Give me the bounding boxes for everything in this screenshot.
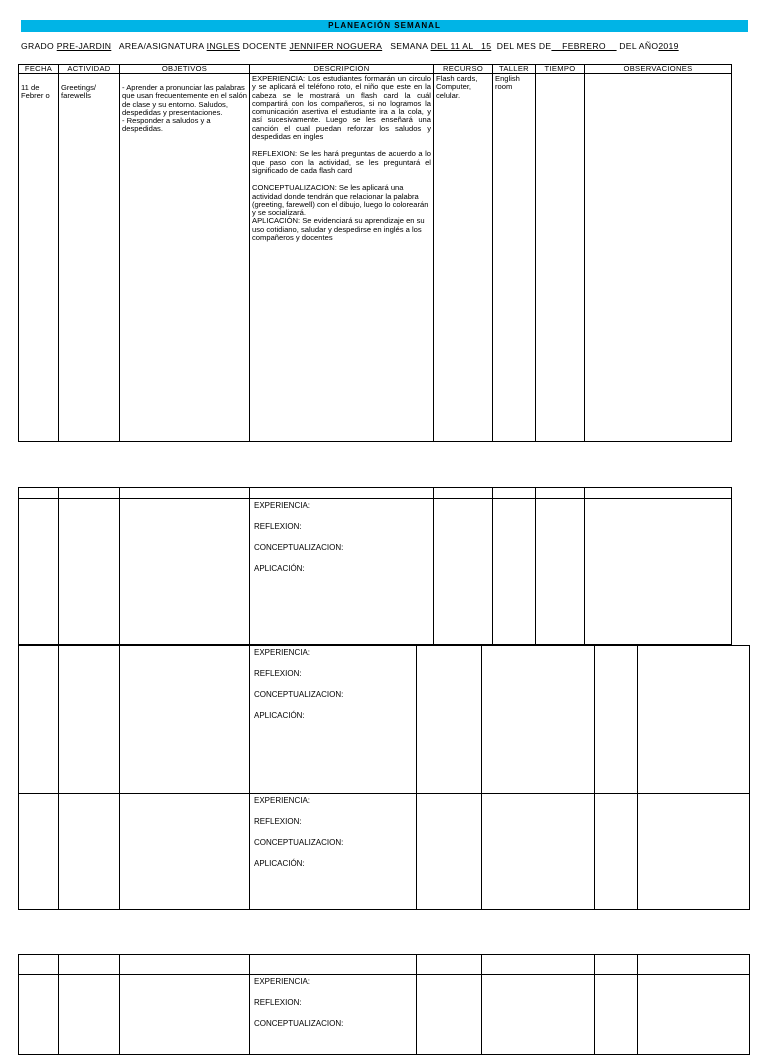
header-objetivos: OBJETIVOS [120,65,250,74]
experiencia-text: EXPERIENCIA: Los estudiantes formarán un circulo y se aplicará el teléfono roto, el niño que este en la cabeza se le mostrará un flash card la cuál compartirá con los compañeros, si no logramos la comunicación asertiva el estudiante ira a la cola, y así sucesivamente. Luego se les enseñará una canción el cual puedan reforzar los saludos y despedidas en ingles [252,74,431,142]
anio-label: DEL AÑO [619,41,659,51]
table-row [19,975,750,1055]
mes-value: FEBRERO [551,41,617,51]
fecha-cell [19,74,59,442]
reflexion-text: REFLEXION: Se les hará preguntas de acuerdo a lo que paso con la actividad, se les preguntará el significado de cada flash card [252,149,431,175]
observaciones-cell [585,74,732,442]
phase-reflexion: REFLEXION: [254,522,302,531]
header-recurso: RECURSO [434,65,493,74]
phase-conceptualizacion: CONCEPTUALIZACION: [254,838,344,847]
conceptualizacion-text: CONCEPTUALIZACION: Se les aplicará una actividad donde tendrán que relacionar la palabra (greeting, farewell) con el dibujo, luego lo colorearán y se socializará. [252,183,429,218]
header-tiempo: TIEMPO [536,65,585,74]
semana-value: DEL 11 AL 15 [430,41,492,51]
actividad-text: Greetings/ farewells [61,83,97,101]
table-header-row [19,955,750,975]
fecha-text: 11 de Febrer o [21,83,50,101]
phase-experiencia: EXPERIENCIA: [254,796,311,805]
taller-text: English room [495,74,520,92]
aplicacion-text: APLICACIÓN: Se evidenciará su aprendizaje en su uso cotidiano, saludar y despedirse en inglés a los compañeros y docentes [252,216,425,243]
tiempo-cell [536,74,585,442]
phase-experiencia: EXPERIENCIA: [254,501,311,510]
table-row [19,74,732,442]
phase-reflexion: REFLEXION: [254,998,302,1007]
blank-plan-table [18,645,750,910]
page-title-banner: PLANEACIÓN SEMANAL [21,20,748,32]
docente-label: DOCENTE [242,41,287,51]
phase-aplicacion: APLICACIÓN: [254,859,305,868]
phase-conceptualizacion: CONCEPTUALIZACION: [254,543,344,552]
weekly-plan-table [18,64,732,442]
descripcion-cell [250,74,434,442]
mes-label: DEL MES DE [496,41,552,51]
actividad-cell [59,74,120,442]
table-row [19,646,750,794]
objetivo-item: - Aprender a pronunciar las palabras que usan frecuentemente en el salón de clase y su entorno. Saludos, despedidas y presentaciones. [122,83,247,117]
area-label: AREA/ASIGNATURA [118,41,204,51]
blank-plan-table [18,954,750,1055]
table-header-row [19,488,732,499]
grado-label: GRADO [21,41,55,51]
objetivos-cell [120,74,250,442]
header-observaciones: OBSERVACIONES [585,65,732,74]
table-row [19,794,750,910]
phase-aplicacion: APLICACIÓN: [254,564,305,573]
descripcion-cell [250,794,417,910]
docente-value: JENNIFER NOGUERA [289,41,383,51]
header-descripcion: DESCRIPCIÓN [250,65,434,74]
recurso-text: Flash cards, Computer, celular. [436,74,478,100]
recurso-cell [434,74,493,442]
descripcion-cell [250,646,417,794]
taller-cell [493,74,536,442]
header-fecha: FECHA [19,65,59,74]
phase-experiencia: EXPERIENCIA: [254,648,311,657]
semana-label: SEMANA [390,41,428,51]
phase-conceptualizacion: CONCEPTUALIZACION: [254,1019,344,1028]
table-row [19,499,732,645]
phase-experiencia: EXPERIENCIA: [254,977,311,986]
phase-reflexion: REFLEXION: [254,669,302,678]
objetivo-item: - Responder a saludos y a despedidas. [122,116,211,134]
descripcion-cell [250,975,417,1055]
descripcion-cell [250,499,434,645]
phase-aplicacion: APLICACIÓN: [254,711,305,720]
phase-conceptualizacion: CONCEPTUALIZACION: [254,690,344,699]
header-taller: TALLER [493,65,536,74]
table-header-row [19,65,732,74]
phase-reflexion: REFLEXION: [254,817,302,826]
header-info-line [21,41,748,51]
anio-value: 2019 [658,41,679,51]
grado-value: PRE-JARDIN [56,41,112,51]
header-actividad: ACTIVIDAD [59,65,120,74]
area-value: INGLES [206,41,240,51]
blank-plan-table [18,487,732,645]
